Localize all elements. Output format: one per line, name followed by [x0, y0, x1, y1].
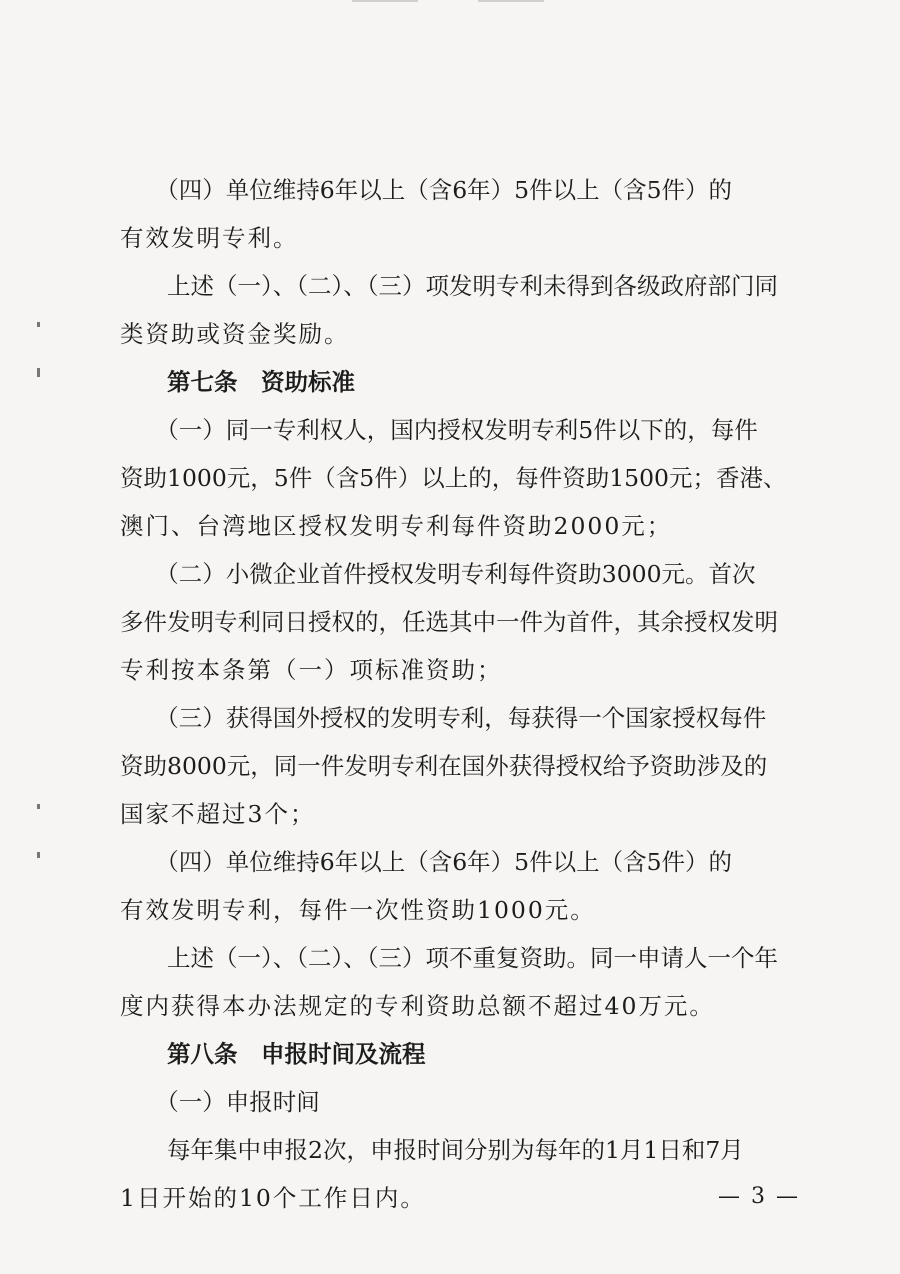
body-text: [120, 166, 800, 1222]
text-line: 上述（一）、（二）、（三）项不重复资助。同一申请人一个年: [120, 944, 778, 972]
text-line: （二）小微企业首件授权发明专利每件资助3000元。首次: [120, 560, 756, 588]
text-line: 资助8000元，同一件发明专利在国外获得授权给予资助涉及的: [120, 752, 768, 780]
text-line: 国家不超过3个；: [120, 800, 316, 828]
text-line: （四）单位维持6年以上（含6年）5件以上（含5件）的: [120, 848, 733, 876]
text-line: （三）获得国外授权的发明专利，每获得一个国家授权每件: [120, 704, 767, 732]
text-line: 度内获得本办法规定的专利资助总额不超过40万元。: [120, 992, 715, 1020]
text-line: 1日开始的10个工作日内。: [120, 1184, 426, 1212]
text-line: （四）单位维持6年以上（含6年）5件以上（含5件）的: [120, 176, 733, 204]
text-line: 有效发明专利，每件一次性资助1000元。: [120, 896, 596, 924]
scan-smudge: [352, 0, 418, 2]
text-line: 类资助或资金奖励。: [120, 320, 350, 348]
text-line: 多件发明专利同日授权的，任选其中一件为首件，其余授权发明: [120, 608, 778, 636]
text-line: 有效发明专利。: [120, 224, 299, 252]
text-line: 专利按本条第（一）项标准资助；: [120, 656, 503, 684]
binding-hole-mark: [37, 804, 40, 809]
text-line: （一）申报时间: [120, 1088, 320, 1116]
text-line: 资助1000元，5件（含5件）以上的，每件资助1500元；香港、: [120, 464, 787, 492]
section-heading: 第七条 资助标准: [120, 368, 355, 396]
binding-hole-mark: [37, 852, 40, 858]
text-line: 上述（一）、（二）、（三）项发明专利未得到各级政府部门同: [120, 272, 778, 300]
page-number: — 3 —: [718, 1184, 800, 1209]
binding-hole-mark: [37, 322, 40, 327]
scan-smudge: [478, 0, 544, 2]
section-heading: 第八条 申报时间及流程: [120, 1040, 426, 1068]
text-line: 每年集中申报2次，申报时间分别为每年的1月1日和7月: [120, 1136, 744, 1164]
text-line: 澳门、台湾地区授权发明专利每件资助2000元；: [120, 512, 673, 540]
binding-hole-mark: [37, 368, 40, 377]
text-line: （一）同一专利权人，国内授权发明专利5件以下的，每件: [120, 416, 758, 444]
